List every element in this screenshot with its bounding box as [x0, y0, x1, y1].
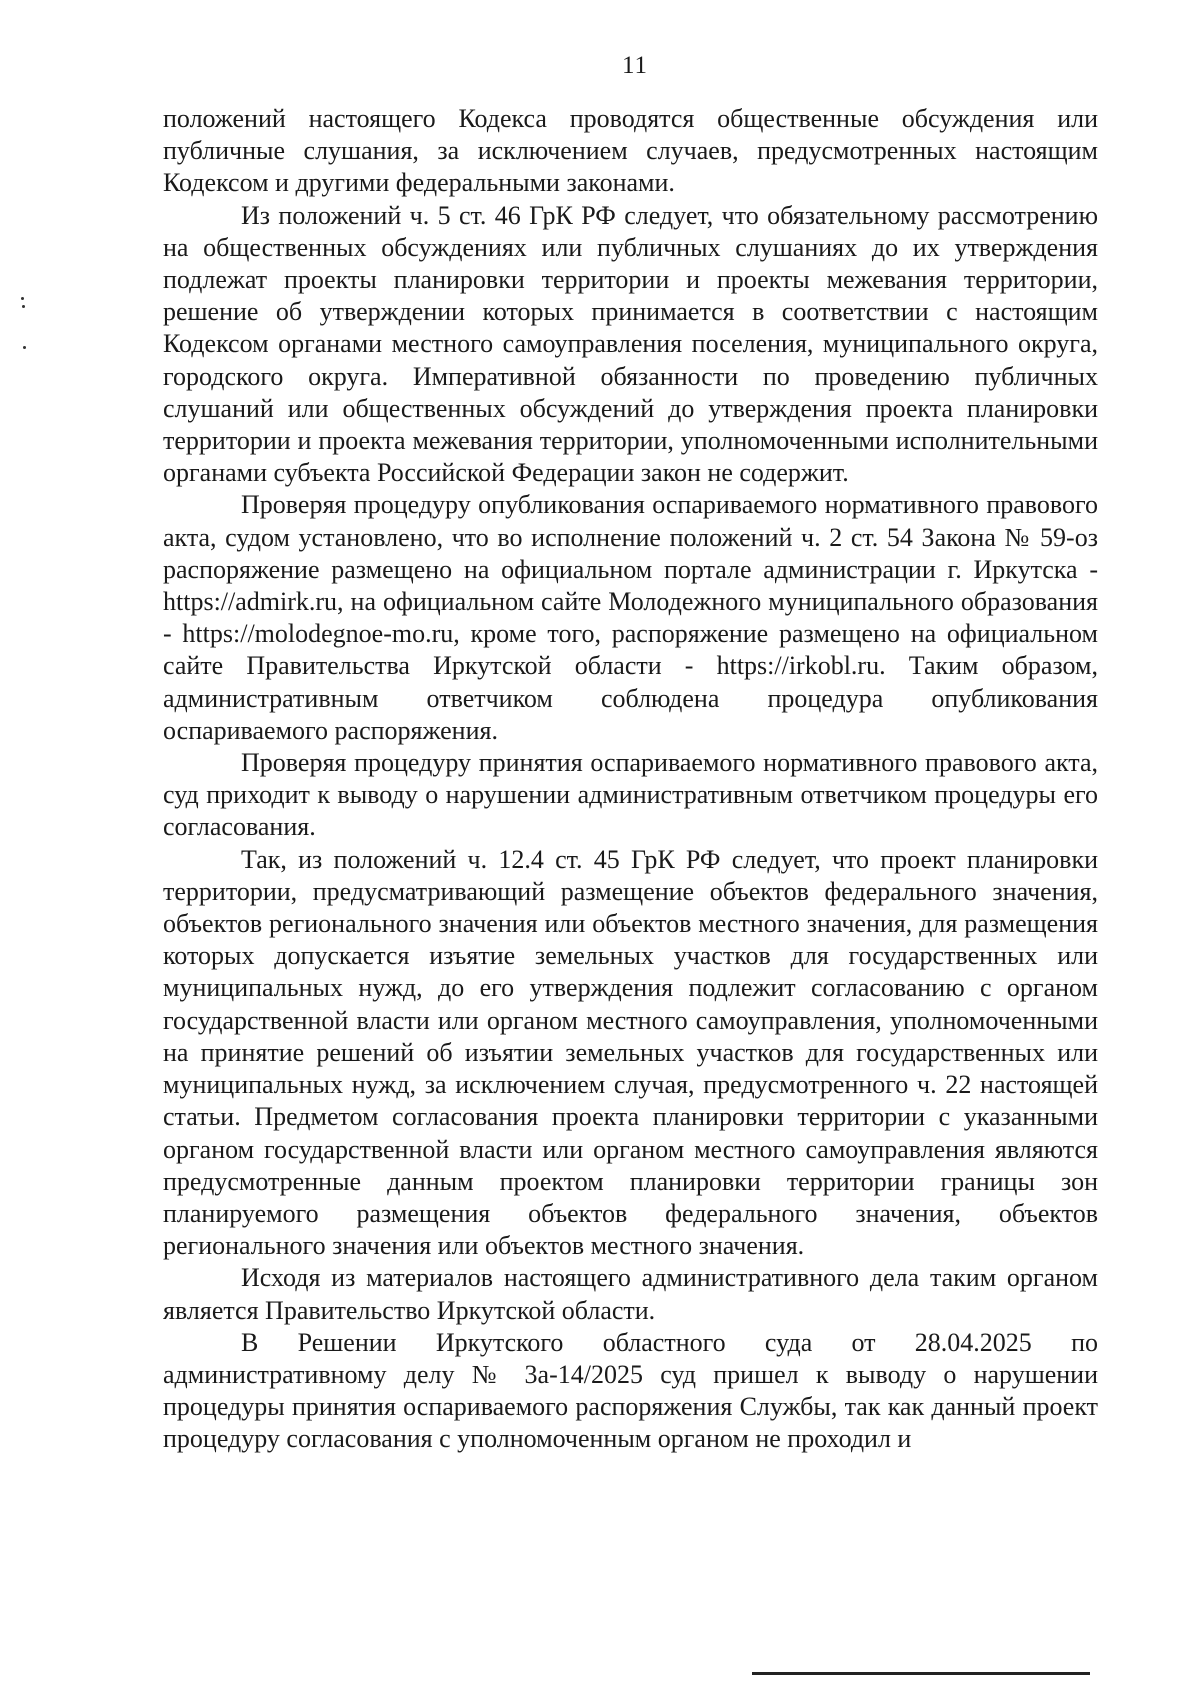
paragraph: В Решении Иркутского областного суда от 28.04.2025 по административному делу № 3а-14/2025 суд пришел к выводу о нарушении процедуры принятия оспариваемого распоряжения Службы, так как данный проект процедуру согласования с уполномоченным органом не проходил и	[163, 1327, 1098, 1454]
paragraph: Так, из положений ч. 12.4 ст. 45 ГрК РФ следует, что проект планировки территории, предусматривающий размещение объектов федерального значения, объектов регионального значения или объектов местного значения, для размещения которых допускается изъятие земельных участков для государственных или муниципальных нужд, до его утверждения подлежит согласованию с органом государственной власти или органом местного самоуправления, уполномоченными на принятие решений об изъятии земельных участков для государственных или муниципальных нужд, за исключением случая, предусмотренного ч. 22 настоящей статьи. Предметом согласования проекта планировки территории с указанными органом государственной власти или органом местного самоуправления являются предусмотренные данным проектом планировки территории границы зон планируемого размещения объектов федерального значения, объектов регионального значения или объектов местного значения.	[163, 844, 1098, 1261]
paragraph: положений настоящего Кодекса проводятся общественные обсуждения или публичные слушания, за исключением случаев, предусмотренных настоящим Кодексом и другими федеральными законами.	[163, 104, 1098, 198]
paragraph: Проверяя процедуру опубликования оспариваемого нормативного правового акта, судом установлено, что во исполнение положений ч. 2 ст. 54 Закона № 59-оз распоряжение размещено на официальном портале администрации г. Иркутска - https://admirk.ru, на официальном сайте Молодежного муниципального образования - https://molodegnoe-mo.ru, кроме того, распоряжение размещено на официальном сайте Правительства Иркутской области - https://irkobl.ru. Таким образом, административным ответчиком соблюдена процедура опубликования оспариваемого распоряжения.	[163, 490, 1098, 745]
scan-artifact-dot	[22, 305, 25, 308]
paragraph: Из положений ч. 5 ст. 46 ГрК РФ следует, что обязательному рассмотрению на общественных обсуждениях или публичных слушаниях до их утверждения подлежат проекты планировки территории и проекты межевания территории, решение об утверждении которых принимается в соответствии с настоящим Кодексом органами местного самоуправления поселения, муниципального округа, городского округа. Императивной обязанности по проведению публичных слушаний или общественных обсуждений до утверждения проекта планировки территории и проекта межевания территории, уполномоченными исполнительными органами субъекта Российской Федерации закон не содержит.	[163, 200, 1098, 488]
page-number: 11	[621, 52, 649, 79]
paragraph: Проверяя процедуру принятия оспариваемого нормативного правового акта, суд приходит к выводу о нарушении административным ответчиком процедуры его согласования.	[163, 748, 1098, 842]
scan-artifact-dot	[21, 297, 24, 300]
footer-rule	[752, 1672, 1090, 1675]
document-body	[163, 103, 1098, 1456]
paragraph: Исходя из материалов настоящего административного дела таким органом является Правительство Иркутской области.	[163, 1263, 1098, 1325]
scan-artifact-dot	[23, 346, 26, 349]
